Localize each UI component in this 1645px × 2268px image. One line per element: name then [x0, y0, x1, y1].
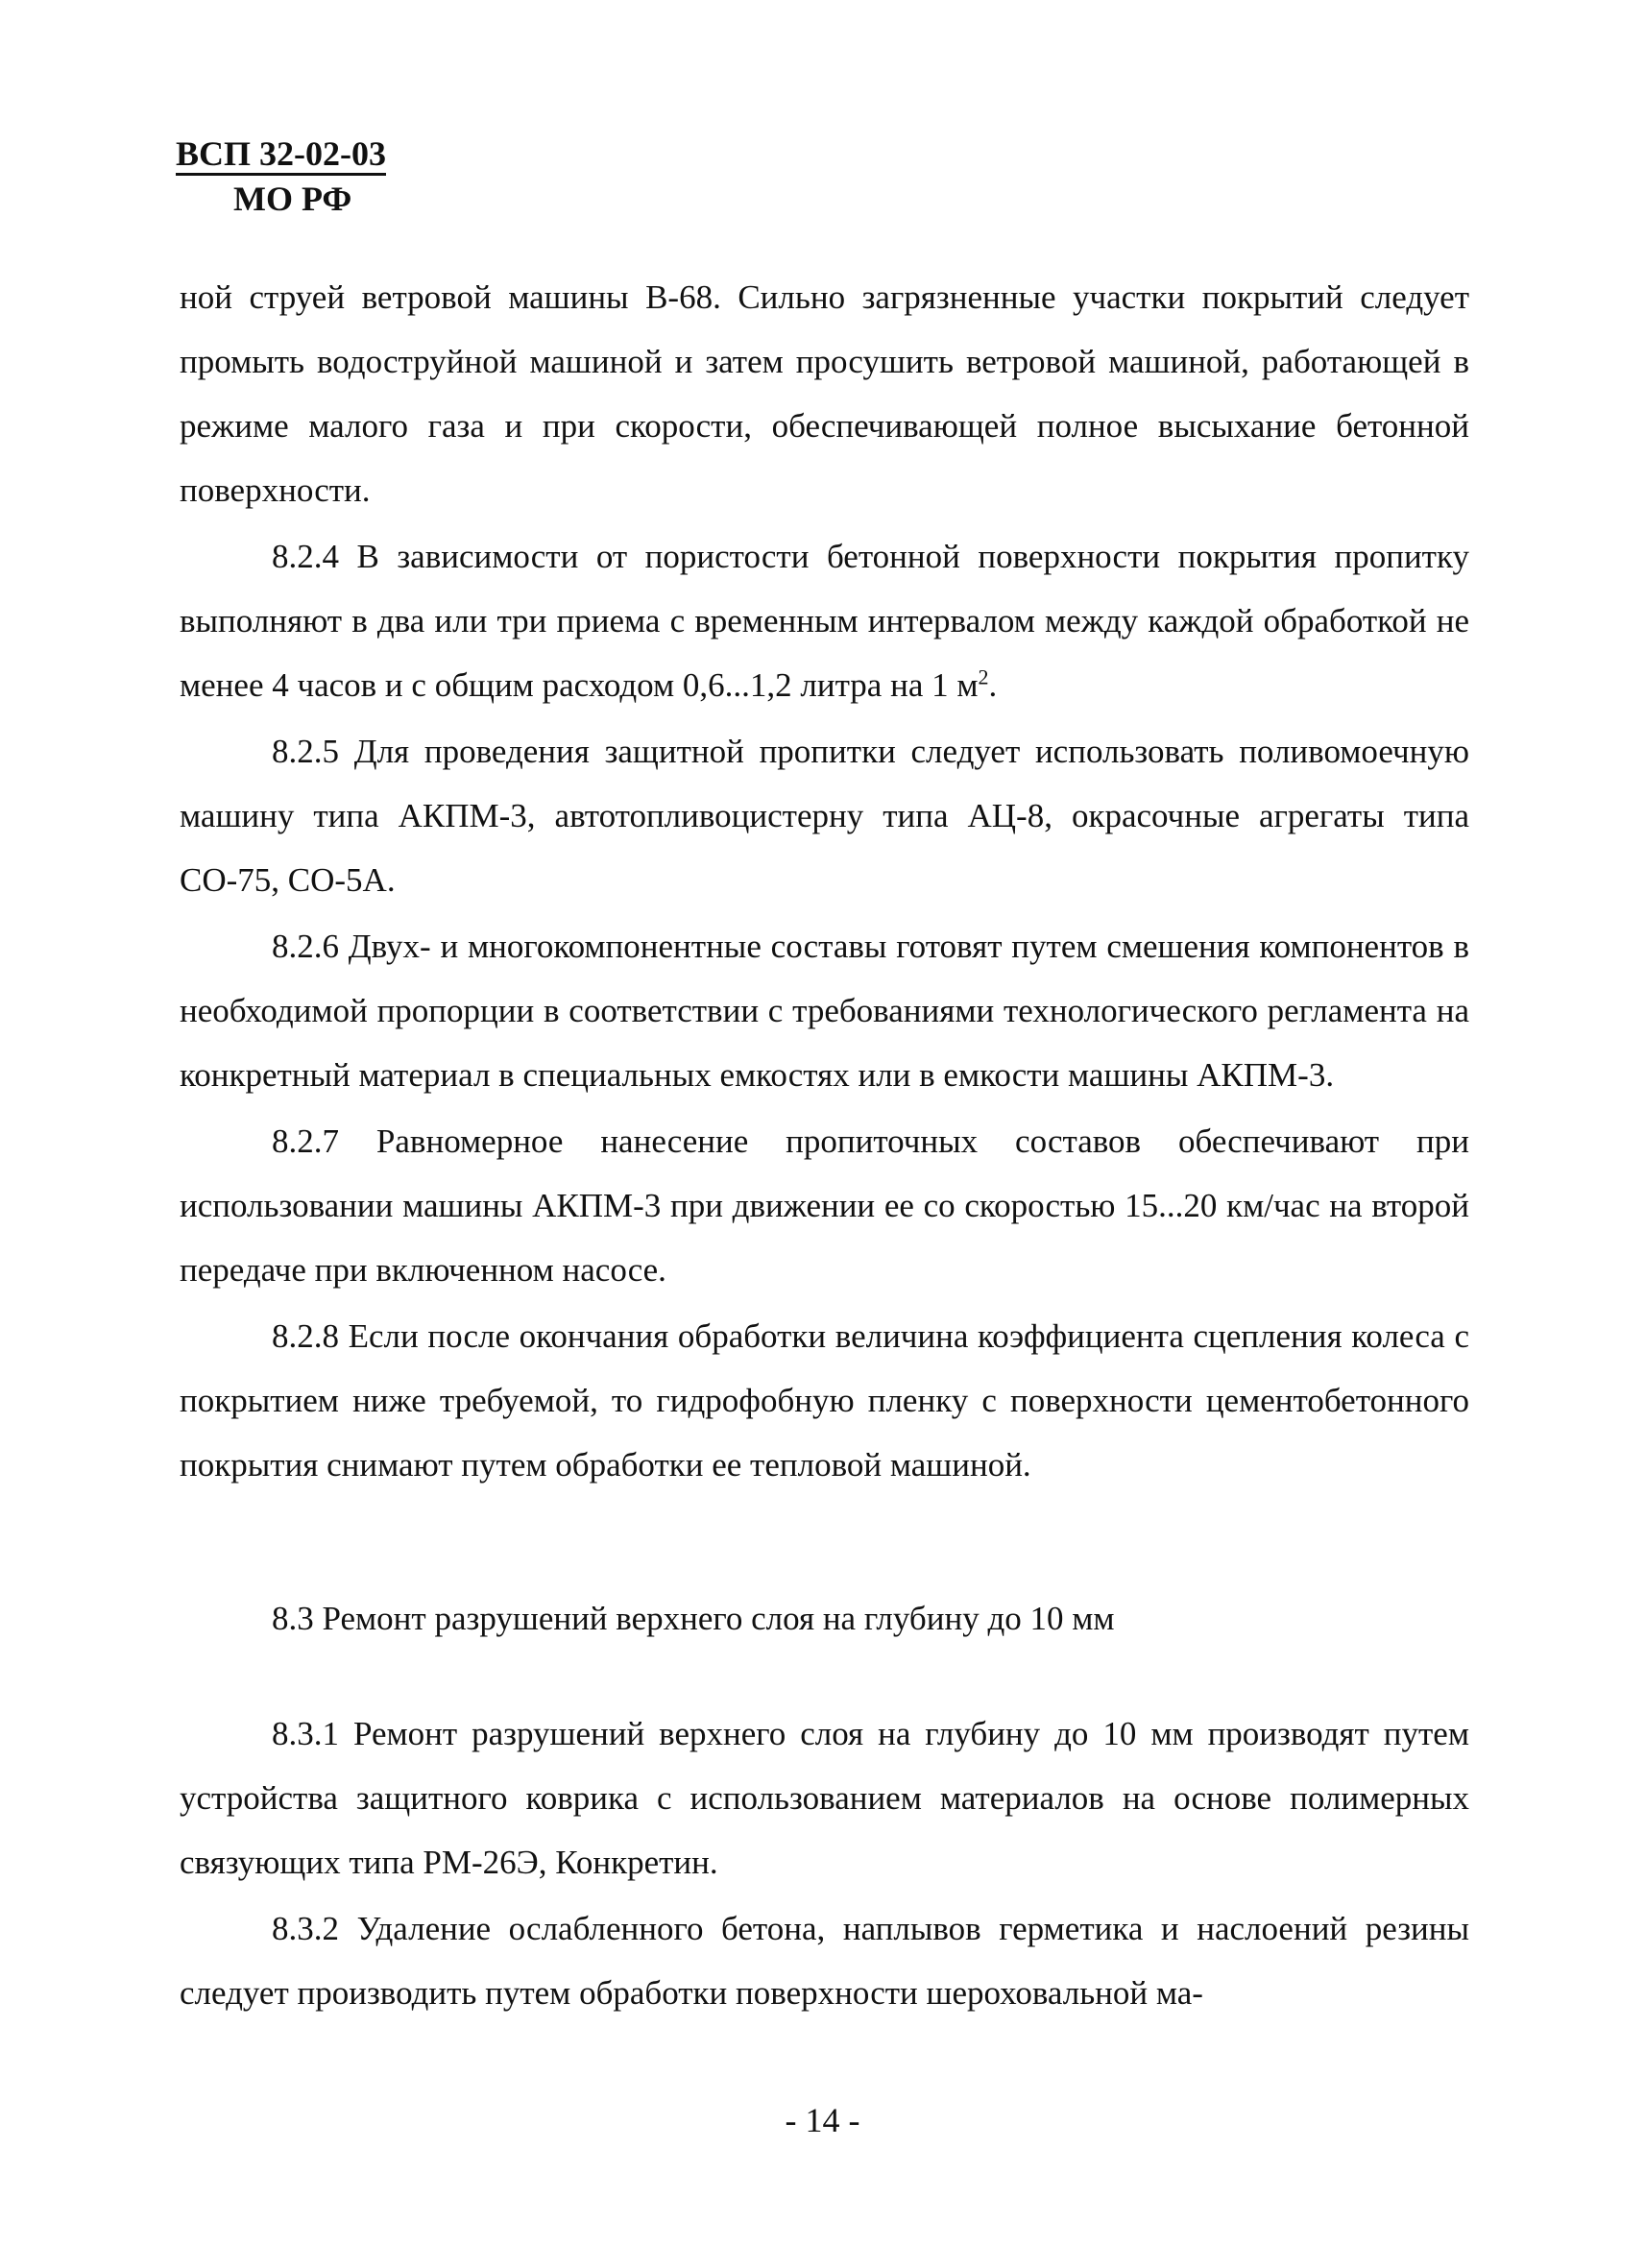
- paragraph-8-2-8: 8.2.8 Если после окончания обработки величина коэффициента сцепления колеса с покрытием ниже требуемой, то гидрофобную пленку с поверхности цементобетонного покрытия снимают путем обработки ее тепловой машиной.: [180, 1317, 1469, 1484]
- page-number: - 14 -: [785, 2101, 860, 2139]
- paragraph-8-2-5: 8.2.5 Для проведения защитной пропитки следует использовать поливомоечную машину типа АКПМ-3, автотопливоцистерну типа АЦ-8, окрасочные агрегаты типа СО-75, СО-5А.: [180, 733, 1469, 899]
- paragraph-8-2-7: 8.2.7 Равномерное нанесение пропиточных составов обеспечивают при использовании машины АКПМ-3 при движении ее со скоростью 15...20 км/час на второй передаче при включенном насосе.: [180, 1122, 1469, 1289]
- paragraph-8-2-6: 8.2.6 Двух- и многокомпонентные составы готовят путем смешения компонентов в необходимой пропорции в соответствии с требованиями технологического регламента на конкретный материал в специальных емкостях или в емкости машины АКПМ-3.: [180, 928, 1469, 1094]
- sentence-period: .: [988, 666, 998, 704]
- document-code: ВСП 32-02-03: [176, 134, 386, 176]
- section-heading-8-3: 8.3 Ремонт разрушений верхнего слоя на глубину до 10 мм: [272, 1600, 1115, 1637]
- document-header: [176, 133, 386, 220]
- document-body: [180, 265, 1469, 2025]
- superscript-2: 2: [978, 664, 989, 689]
- paragraph-continued: ной струей ветровой машины В-68. Сильно загрязненные участки покрытий следует промыть водоструйной машиной и затем просушить ветровой машиной, работающей в режиме малого газа и при скорости, обеспечивающей полное высыхание бетонной поверхности.: [180, 278, 1469, 509]
- paragraph-8-3-1: 8.3.1 Ремонт разрушений верхнего слоя на глубину до 10 мм производят путем устройства защитного коврика с использованием материалов на основе полимерных связующих типа РМ-26Э, Конкретин.: [180, 1715, 1469, 1881]
- paragraph-8-2-4-text: 8.2.4 В зависимости от пористости бетонной поверхности покрытия пропитку выполняют в два или три приема с временным интервалом между каждой обработкой не менее 4 часов и с общим расходом 0,6...1,2 литра на 1 м: [180, 538, 1469, 704]
- document-organization: МО РФ: [233, 180, 352, 218]
- paragraph-8-2-4: [180, 524, 1469, 717]
- paragraph-8-3-2: 8.3.2 Удаление ослабленного бетона, наплывов герметика и наслоений резины следует производить путем обработки поверхности шероховальной ма-: [180, 1910, 1469, 2012]
